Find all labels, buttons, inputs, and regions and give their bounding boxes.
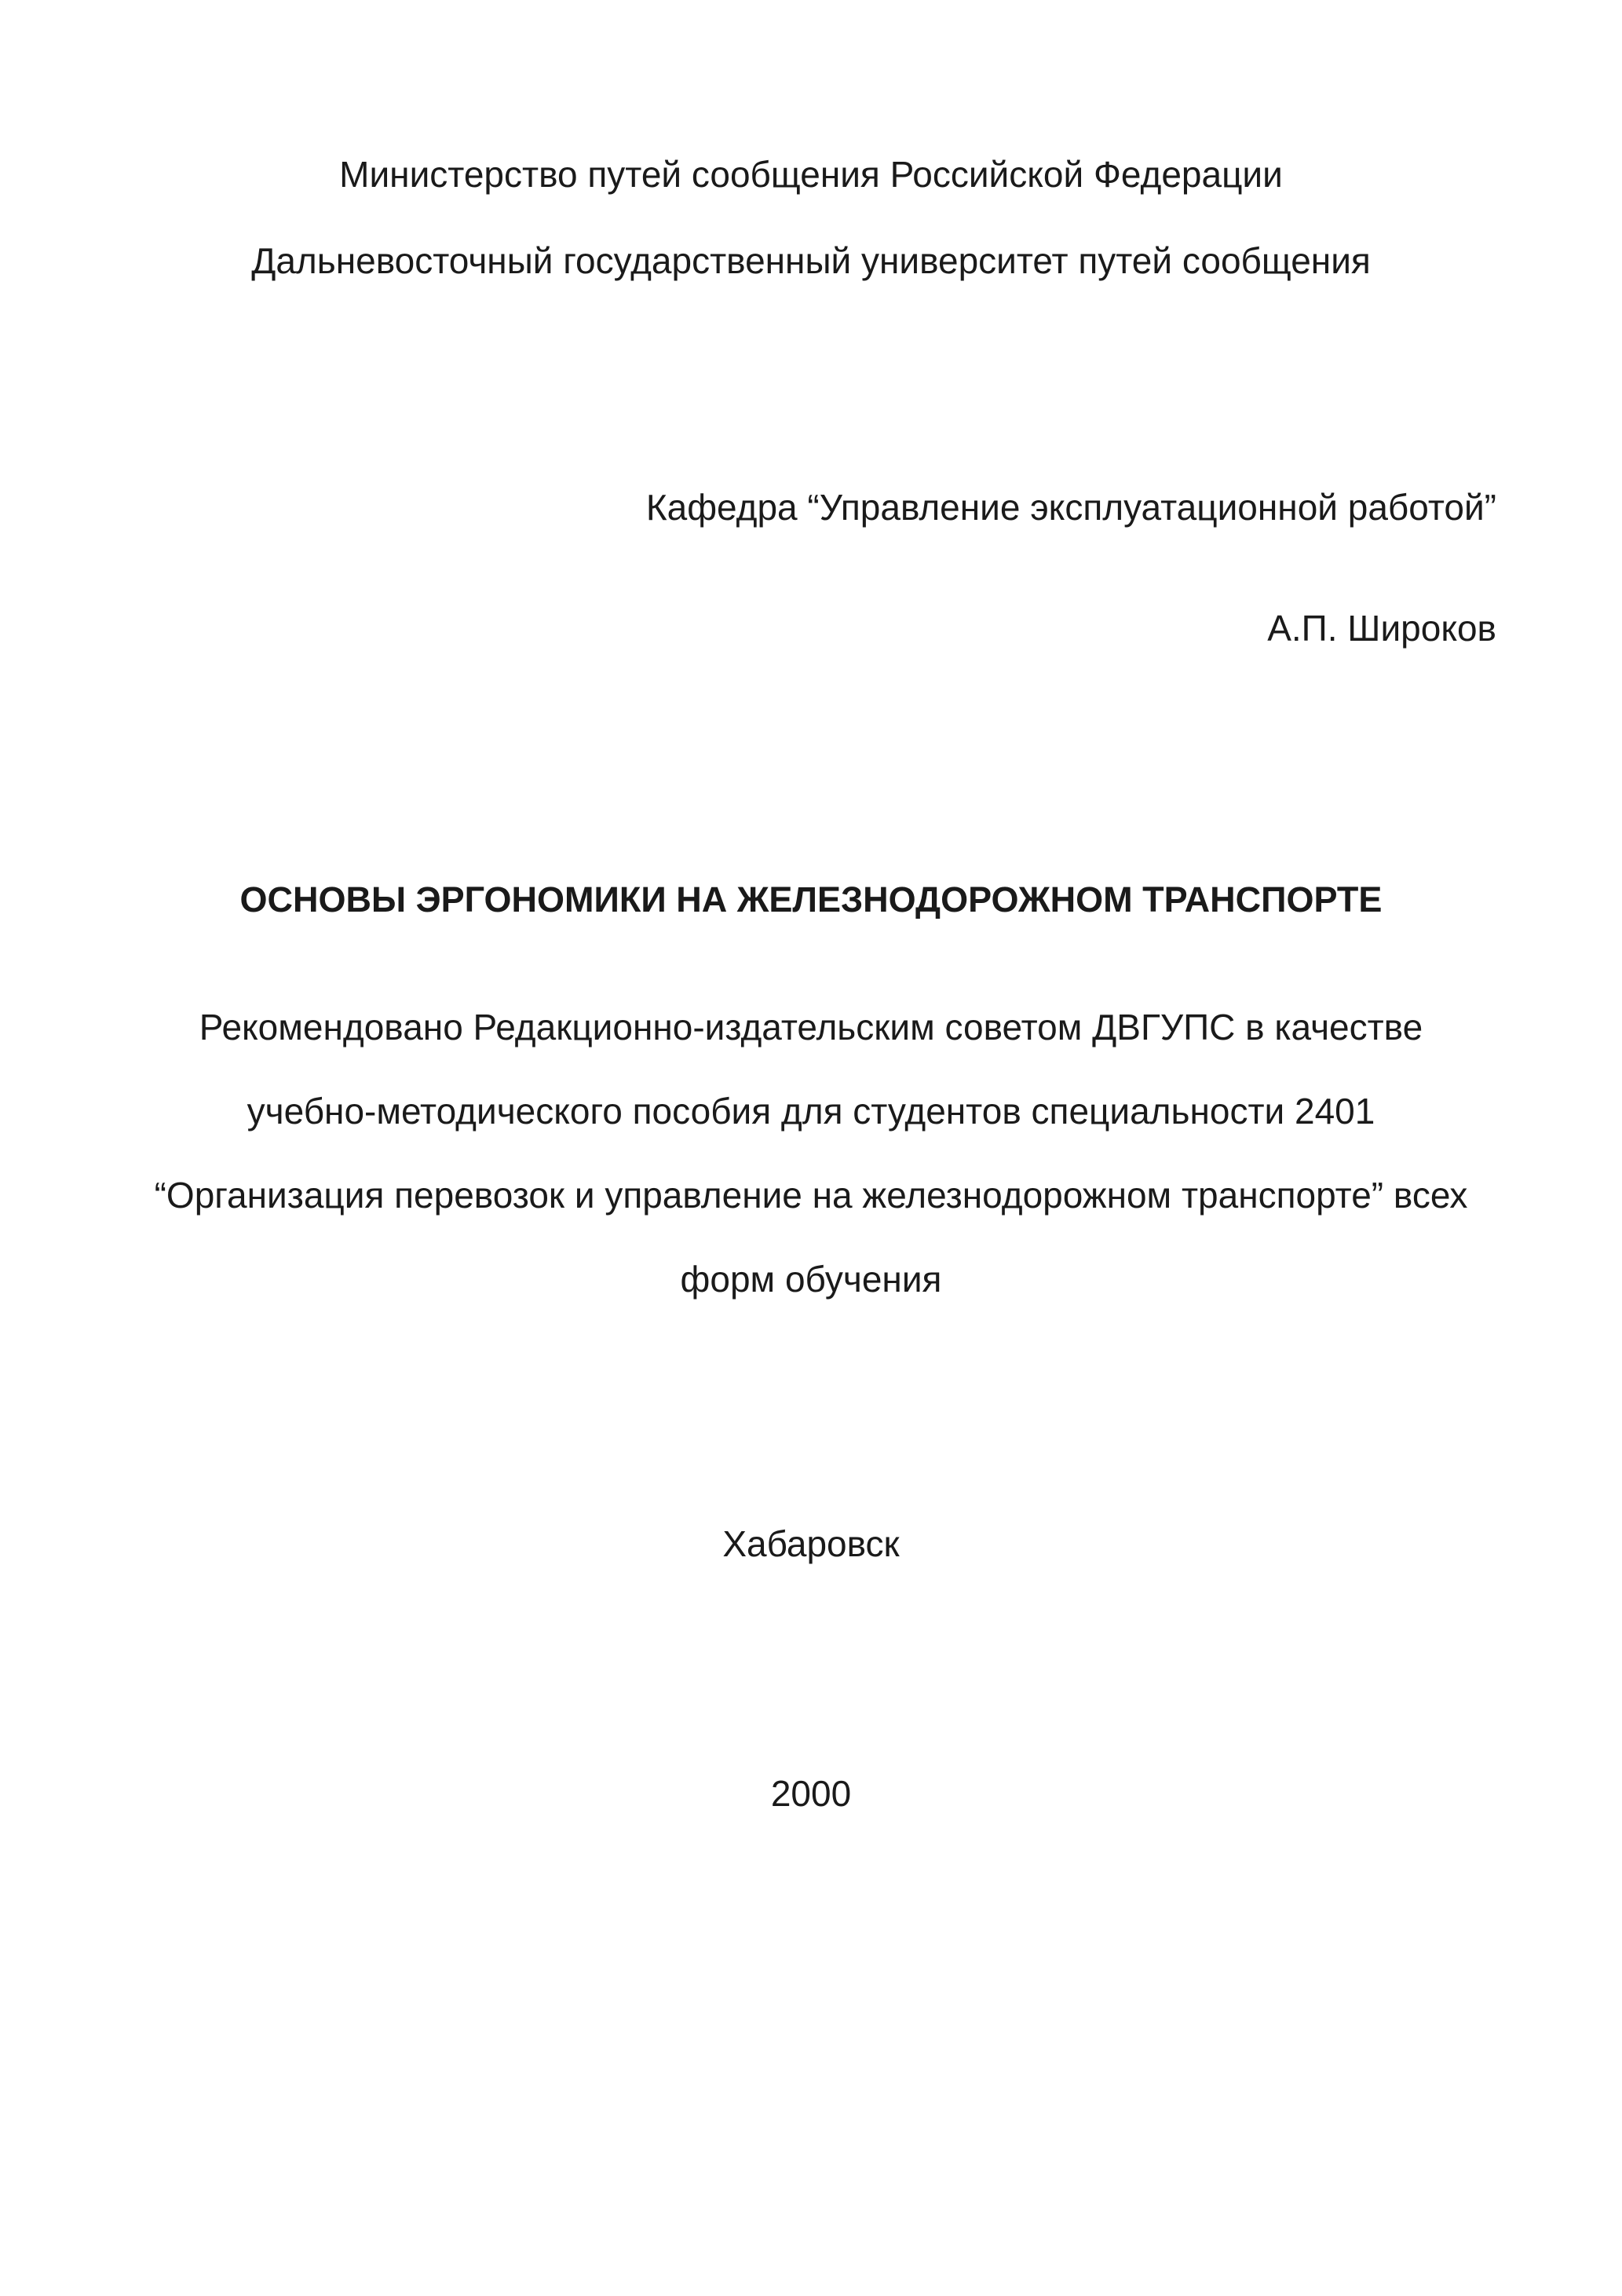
ministry-name: Министерство путей сообщения Российской Федерации <box>339 154 1283 195</box>
department-name: Кафедра “Управление эксплуатационной работой” <box>645 487 1496 528</box>
recommendation-line-1: Рекомендовано Редакционно-издательским советом ДВГУПС в качестве <box>199 1007 1423 1047</box>
university-name: Дальневосточный государственный университет путей сообщения <box>251 240 1371 281</box>
author-name: А.П. Широков <box>1267 608 1496 649</box>
recommendation-line-2: учебно-методического пособия для студентов специальности 2401 <box>247 1091 1375 1132</box>
recommendation-line-4: форм обучения <box>680 1259 942 1300</box>
city-name: Хабаровск <box>722 1523 900 1564</box>
recommendation-line-3: “Организация перевозок и управление на железнодорожном транспорте” всех <box>154 1175 1468 1216</box>
document-title: ОСНОВЫ ЭРГОНОМИКИ НА ЖЕЛЕЗНОДОРОЖНОМ ТРАНСПОРТЕ <box>239 879 1383 919</box>
publication-year: 2000 <box>770 1773 852 1814</box>
